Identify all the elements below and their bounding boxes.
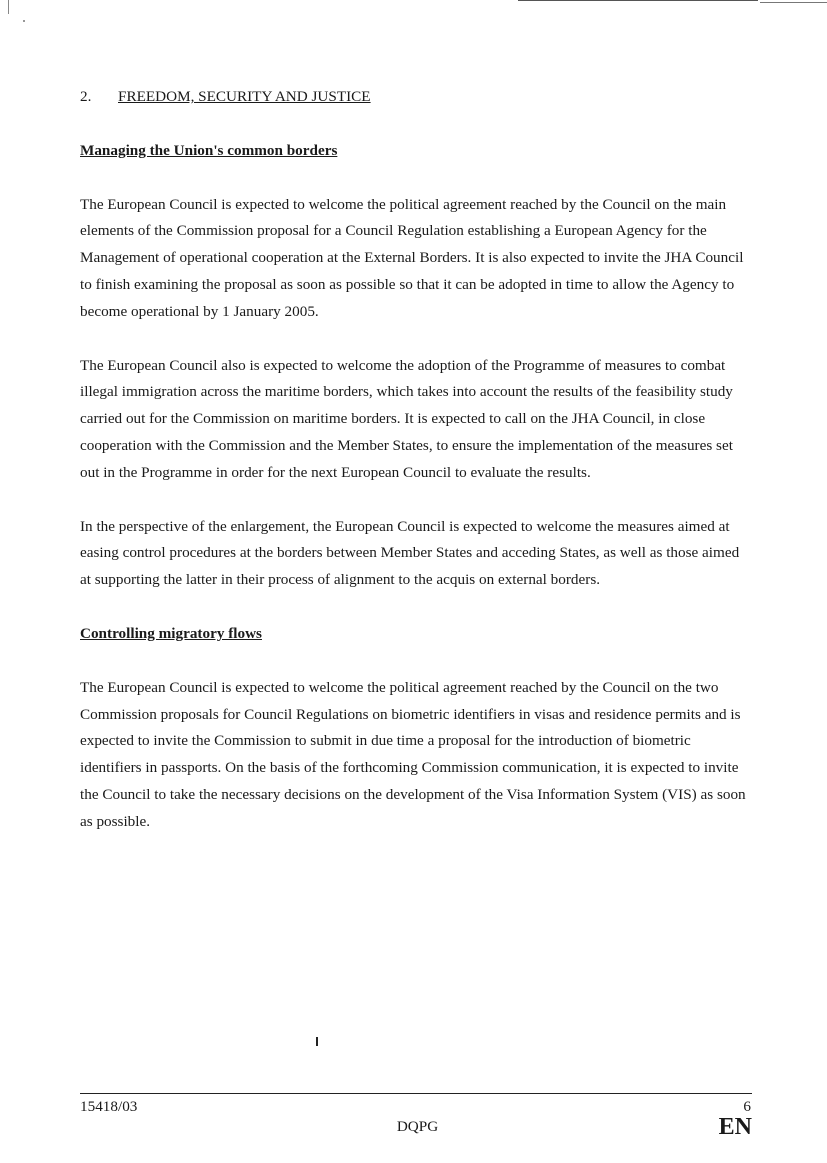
document-unit: DQPG — [396, 1118, 439, 1135]
scan-artifact-tick — [316, 1037, 318, 1046]
scan-artifact-dot — [23, 20, 25, 22]
document-body — [80, 84, 752, 863]
section-heading — [80, 84, 752, 111]
section-title: FREEDOM, SECURITY AND JUSTICE — [118, 88, 371, 105]
paragraph: The European Council is expected to welcome the political agreement reached by the Council on the two Commission proposals for Council Regulations on biometric identifiers in visas and residence permits and is expected to invite the Commission to submit in due time a proposal for the introduction of biometric identifiers in passports. On the basis of the forthcoming Commission communication, it is expected to invite the Council to take the necessary decisions on the development of the Visa Information System (VIS) as soon as possible. — [80, 678, 746, 830]
footer-divider — [80, 1093, 752, 1094]
subsection-migratory-flows — [80, 621, 752, 836]
subsection-heading: Controlling migratory flows — [80, 624, 262, 642]
language-code: EN — [718, 1114, 752, 1140]
document-reference: 15418/03 — [80, 1098, 138, 1115]
page-number: 6 — [743, 1098, 751, 1115]
scan-artifact-line — [518, 0, 758, 1]
subsection-heading: Managing the Union's common borders — [80, 141, 338, 159]
scan-artifact-line — [760, 2, 827, 3]
paragraph: The European Council also is expected to welcome the adoption of the Programme of measures to combat illegal immigration across the maritime borders, which takes into account the results of the feasibility study carried out for the Commission on maritime borders. It is expected to call on the JHA Council, in close cooperation with the Commission and the Member States, to ensure the implementation of the measures set out in the Programme in order for the next European Council to evaluate the results. — [80, 356, 733, 481]
scan-artifact-mark — [8, 0, 9, 14]
paragraph: In the perspective of the enlargement, the European Council is expected to welcome the measures aimed at easing control procedures at the borders between Member States and acceding States, as well as those aimed at supporting the latter in their process of alignment to the acquis on external borders. — [80, 517, 740, 589]
section-number: 2. — [80, 88, 92, 105]
subsection-borders — [80, 138, 752, 594]
paragraph: The European Council is expected to welcome the political agreement reached by the Council on the main elements of the Commission proposal for a Council Regulation establishing a European Agency for the Management of operational cooperation at the External Borders. It is also expected to invite the JHA Council to finish examining the proposal as soon as possible so that it can be adopted in time to allow the Agency to become operational by 1 January 2005. — [80, 195, 744, 320]
